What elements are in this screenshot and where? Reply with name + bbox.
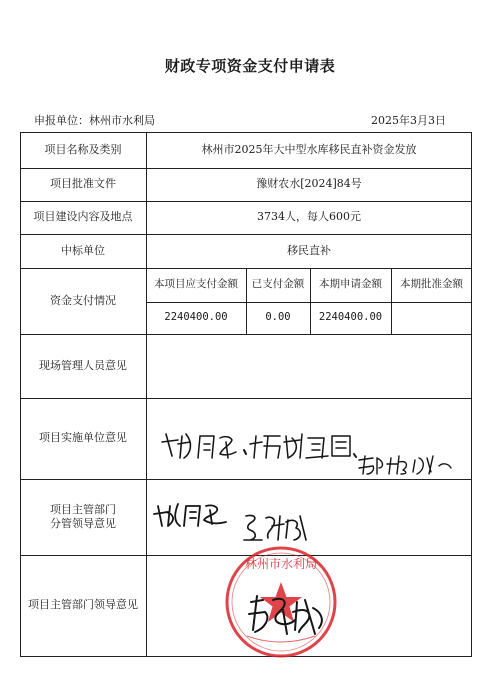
document-date: 2025年3月3日 [371,114,446,127]
document-title: 财政专项资金支付申请表 [164,57,336,75]
payment-status-label: 资金支付情况 [50,293,116,307]
project-name-label: 项目名称及类别 [44,142,122,156]
approved-amount-value [391,302,472,334]
dept-deputy-label-line2: 分管领导意见 [50,517,116,530]
content-location-label: 项目建设内容及地点 [33,210,133,224]
handwritten-signature-dept-deputy [240,510,310,546]
winning-bidder-value: 移民直补 [287,243,331,257]
project-name-value: 林州市2025年大中型水库移民直补资金发放 [201,142,417,156]
requested-amount-value: 2240400.00 [318,311,383,324]
handwritten-signature-implementing [355,452,455,478]
approved-amount-header: 本期批准金额 [400,278,463,291]
approval-doc-value: 豫财农水[2024]84号 [256,177,362,191]
paid-amount-header: 已支付金额 [251,278,305,291]
approval-doc-label: 项目批准文件 [50,177,116,191]
applicant-value: 林州市水利局 [89,114,155,127]
dept-deputy-label-line1: 项目主管部门 [50,502,116,516]
dept-head-opinion-label: 项目主管部门领导意见 [28,598,138,612]
site-manager-opinion-value [146,334,472,398]
implementing-unit-opinion-label: 项目实施单位意见 [39,431,127,445]
seal-text: 林州市水利局 [244,557,318,571]
handwritten-opinion-implementing [160,424,360,464]
handwritten-opinion-dept-deputy [152,500,232,530]
applicant-line [34,112,155,128]
requested-amount-header: 本期申请金额 [319,278,382,291]
site-manager-opinion-label: 现场管理人员意见 [39,358,127,372]
applicant-label: 申报单位： [34,114,89,127]
winning-bidder-label: 中标单位 [61,243,105,257]
content-location-value: 3734人，每人600元 [257,210,361,224]
payable-amount-value: 2240400.00 [164,311,228,324]
paid-amount-value: 0.00 [265,311,291,324]
dept-deputy-opinion-label [20,479,146,555]
handwritten-signature-dept-head [243,590,333,640]
payable-amount-header: 本项目应支付金额 [154,278,238,291]
